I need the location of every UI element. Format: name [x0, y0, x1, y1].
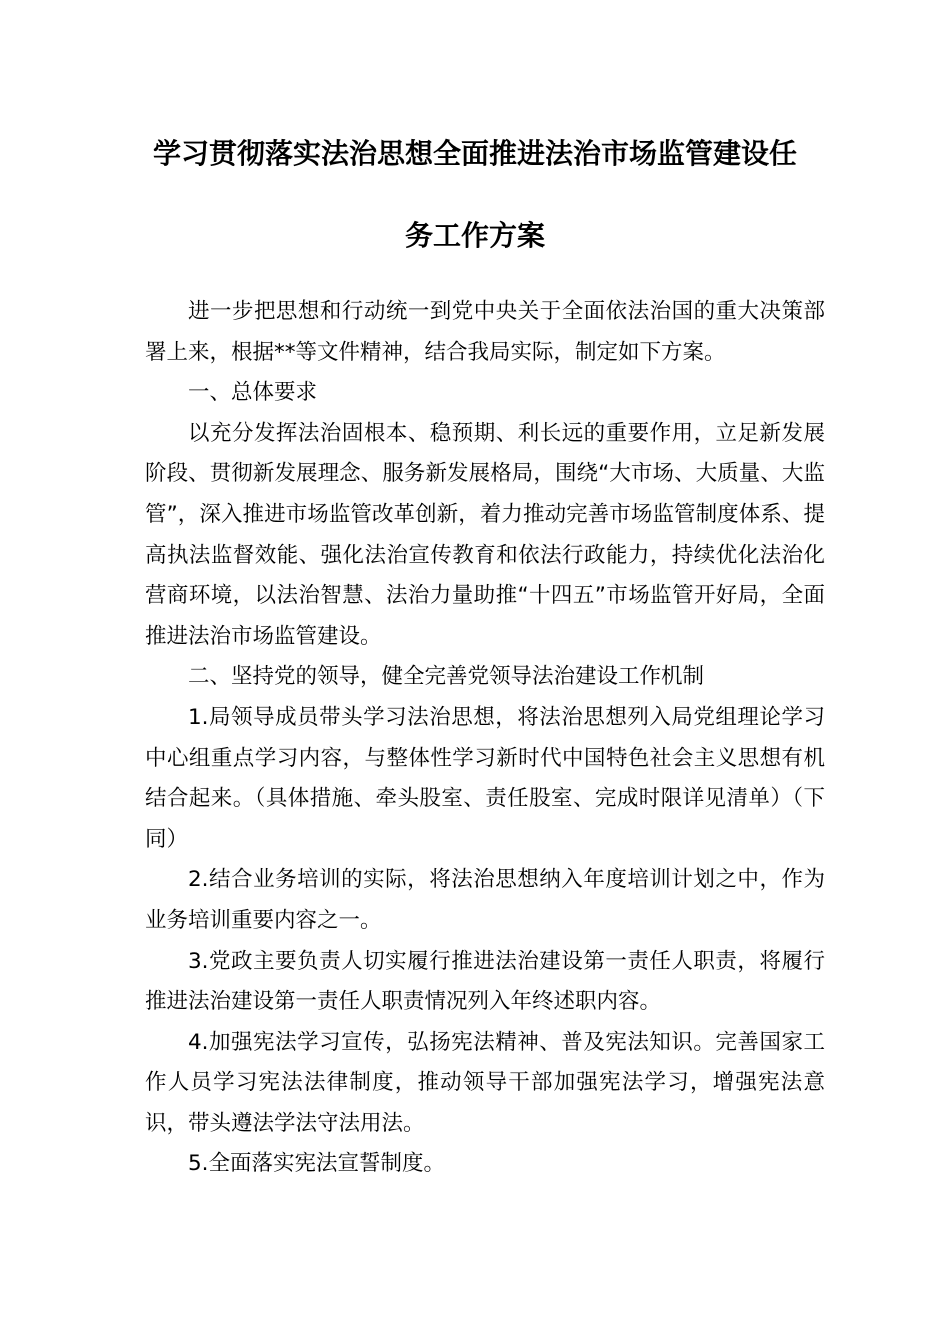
document-title-line-1: 学习贯彻落实法治思想全面推进法治市场监管建设任: [152, 137, 797, 170]
general-requirements-paragraph: 以充分发挥法治固根本、稳预期、利长远的重要作用，立足新发展阶段、贯彻新发展理念、服务新发展格局，围绕“大市场、大质量、大监管”，深入推进市场监管改革创新，着力推动完善市场监管制度体系、提高执法监督效能、强化法治宣传教育和依法行政能力，持续优化法治化营商环境，以法治智慧、法治力量助推“十四五”市场监管开好局，全面推进法治市场监管建设。: [145, 420, 825, 649]
section-heading-party-leadership: 二、坚持党的领导，健全完善党领导法治建设工作机制: [188, 664, 705, 690]
document-body: [145, 292, 825, 1185]
item-2-paragraph: 2.结合业务培训的实际，将法治思想纳入年度培训计划之中，作为业务培训重要内容之一。: [145, 867, 825, 933]
item-3-paragraph: 3.党政主要负责人切实履行推进法治建设第一责任人职责，将履行推进法治建设第一责任人职责情况列入年终述职内容。: [145, 948, 825, 1015]
item-1-paragraph: 1.局领导成员带头学习法治思想，将法治思想列入局党组理论学习中心组重点学习内容，与整体性学习新时代中国特色社会主义思想有机结合起来。（具体措施、牵头股室、责任股室、完成时限详见清单）（下同）: [145, 704, 825, 852]
item-5-paragraph: 5.全面落实宪法宣誓制度。: [188, 1151, 446, 1177]
item-4-paragraph: 4.加强宪法学习宣传，弘扬宪法精神、普及宪法知识。完善国家工作人员学习宪法法律制度，推动领导干部加强宪法学习，增强宪法意识，带头遵法学法守法用法。: [145, 1029, 825, 1136]
document-title-line-2: 务工作方案: [404, 219, 545, 252]
section-heading-general-requirements: 一、总体要求: [188, 380, 318, 406]
intro-paragraph: 进一步把思想和行动统一到党中央关于全面依法治国的重大决策部署上来，根据**等文件精神，结合我局实际，制定如下方案。: [145, 299, 825, 365]
